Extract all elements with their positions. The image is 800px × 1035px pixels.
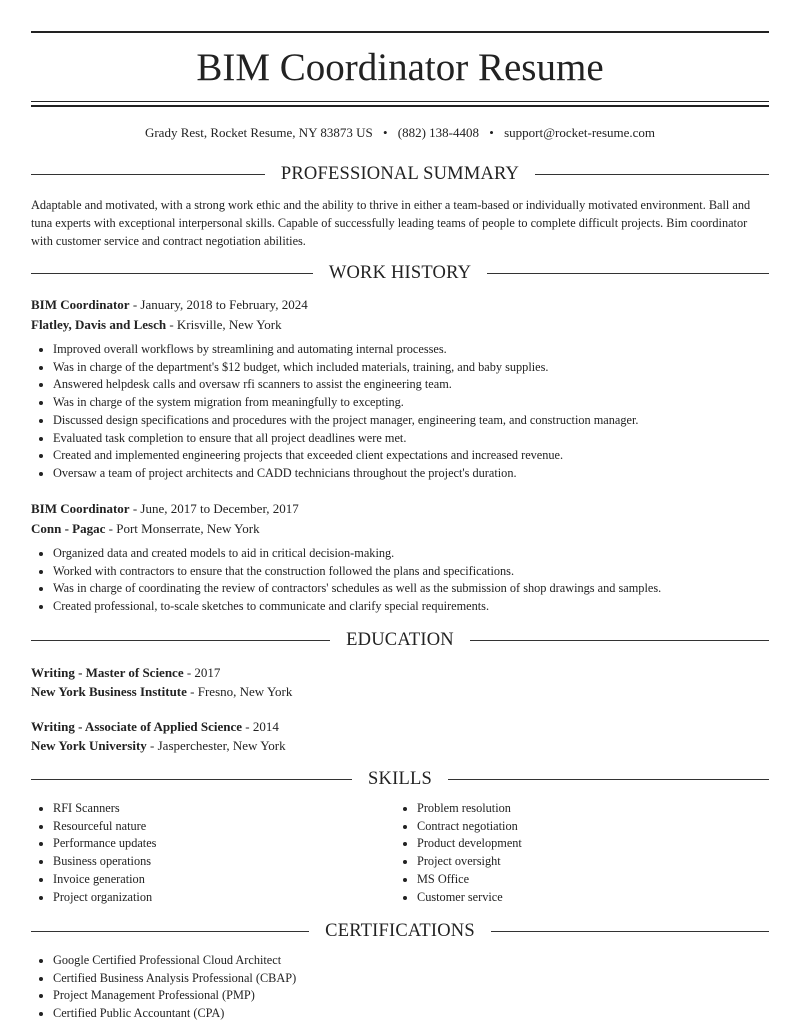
list-item: • Was in charge of coordinating the review of contractors' schedules as well as the submission of shop drawings and samples.	[53, 580, 769, 598]
job-title: BIM Coordinator	[31, 297, 130, 312]
list-item: • Problem resolution	[417, 800, 757, 818]
contact-line	[31, 124, 769, 142]
section-heading-work-history	[31, 261, 769, 285]
list-item: • Was in charge of the system migration from meaningfully to excepting.	[53, 394, 769, 412]
job-company-line	[31, 315, 769, 334]
list-item: • Oversaw a team of project architects and CADD technicians throughout the project's duration.	[53, 465, 769, 483]
job-company: Conn - Pagac	[31, 521, 106, 536]
title-double-rule-thin	[31, 101, 769, 102]
education-school-line	[31, 736, 769, 755]
section-title: SKILLS	[368, 768, 432, 789]
list-item: • RFI Scanners	[53, 800, 393, 818]
resume-title: BIM Coordinator Resume	[196, 46, 604, 89]
title-double-rule-thick	[31, 105, 769, 107]
job-location: - Port Monserrate, New York	[105, 521, 260, 536]
list-item: • Resourceful nature	[53, 818, 393, 836]
section-title: CERTIFICATIONS	[325, 920, 475, 941]
contact-phone: (882) 138-4408	[397, 125, 479, 140]
education-degree: Writing - Master of Science	[31, 665, 184, 680]
skills-list-right	[395, 800, 757, 906]
list-item: • Contract negotiation	[417, 818, 757, 836]
heading-rule-left	[31, 640, 330, 641]
list-item: • Improved overall workflows by streamlining and automating internal processes.	[53, 341, 769, 359]
list-item: • Performance updates	[53, 835, 393, 853]
job-bullets	[31, 545, 769, 616]
certifications-list	[31, 952, 769, 1023]
heading-rule-left	[31, 273, 313, 274]
top-rule	[31, 31, 769, 33]
heading-rule-right	[470, 640, 769, 641]
education-school: New York Business Institute	[31, 684, 187, 699]
list-item: • Discussed design specifications and procedures with the project manager, engineering team, and construction manager.	[53, 412, 769, 430]
heading-rule-right	[487, 273, 769, 274]
summary-text: Adaptable and motivated, with a strong work ethic and the ability to thrive in either a team-based or individually motivated environment. Ball and tuna experts with exceptional interpersonal skills. Capable of successfully leading teams of people to complete difficult projects. Bim coordinator with customer service and contract negotiation abilities.	[31, 198, 751, 248]
job-bullets	[31, 341, 769, 483]
heading-rule-left	[31, 174, 265, 175]
list-item: • MS Office	[417, 871, 757, 889]
list-item: • Project organization	[53, 889, 393, 907]
section-heading-skills	[31, 767, 769, 791]
job-dates: - January, 2018 to February, 2024	[129, 297, 308, 312]
education-school: New York University	[31, 738, 147, 753]
bullet-separator-icon: •	[489, 125, 494, 140]
section-heading-education	[31, 628, 769, 652]
list-item: • Project oversight	[417, 853, 757, 871]
list-item: • Was in charge of the department's $12 budget, which included materials, training, and baby supplies.	[53, 359, 769, 377]
job-company: Flatley, Davis and Lesch	[31, 317, 167, 332]
job-title-line	[31, 499, 769, 518]
bullet-separator-icon: •	[382, 125, 388, 140]
job-company-line	[31, 519, 769, 538]
education-degree: Writing - Associate of Applied Science	[31, 719, 243, 734]
list-item: • Evaluated task completion to ensure that all project deadlines were met.	[53, 430, 769, 448]
education-location: - Jasperchester, New York	[146, 738, 286, 753]
job-location: - Krisville, New York	[166, 317, 282, 332]
heading-rule-right	[491, 931, 769, 932]
list-item: • Certified Public Accountant (CPA)	[53, 1005, 769, 1023]
education-degree-line	[31, 717, 769, 736]
education-location: - Fresno, New York	[186, 684, 293, 699]
contact-email[interactable]: support@rocket-resume.com	[504, 125, 656, 140]
list-item: • Worked with contractors to ensure that the construction followed the plans and specifications.	[53, 563, 769, 581]
list-item: • Customer service	[417, 889, 757, 907]
list-item: • Google Certified Professional Cloud Architect	[53, 952, 769, 970]
list-item: • Certified Business Analysis Professional (CBAP)	[53, 970, 769, 988]
section-title: WORK HISTORY	[328, 262, 472, 283]
heading-rule-left	[31, 779, 352, 780]
heading-rule-right	[535, 174, 769, 175]
heading-rule-left	[31, 931, 309, 932]
list-item: • Created and implemented engineering projects that exceeded client expectations and increased revenue.	[53, 447, 769, 465]
heading-rule-right	[448, 779, 769, 780]
job-title: BIM Coordinator	[31, 501, 130, 516]
job-dates: - June, 2017 to December, 2017	[129, 501, 299, 516]
section-heading-summary	[31, 162, 769, 186]
list-item: • Invoice generation	[53, 871, 393, 889]
education-year: - 2014	[242, 719, 279, 734]
list-item: • Business operations	[53, 853, 393, 871]
education-school-line	[31, 682, 769, 701]
list-item: • Product development	[417, 835, 757, 853]
skills-list-left	[31, 800, 393, 906]
list-item: • Organized data and created models to aid in critical decision-making.	[53, 545, 769, 563]
section-title: EDUCATION	[346, 629, 454, 650]
list-item: • Answered helpdesk calls and oversaw rfi scanners to assist the engineering team.	[53, 376, 769, 394]
list-item: • Project Management Professional (PMP)	[53, 987, 769, 1005]
contact-address: Grady Rest, Rocket Resume, NY 83873 US	[144, 125, 373, 140]
section-heading-certifications	[31, 919, 769, 943]
job-title-line	[31, 295, 769, 314]
list-item: • Created professional, to-scale sketches to communicate and clarify special requirements.	[53, 598, 769, 616]
section-title: PROFESSIONAL SUMMARY	[280, 163, 520, 184]
education-degree-line	[31, 663, 769, 682]
education-year: - 2017	[183, 665, 221, 680]
